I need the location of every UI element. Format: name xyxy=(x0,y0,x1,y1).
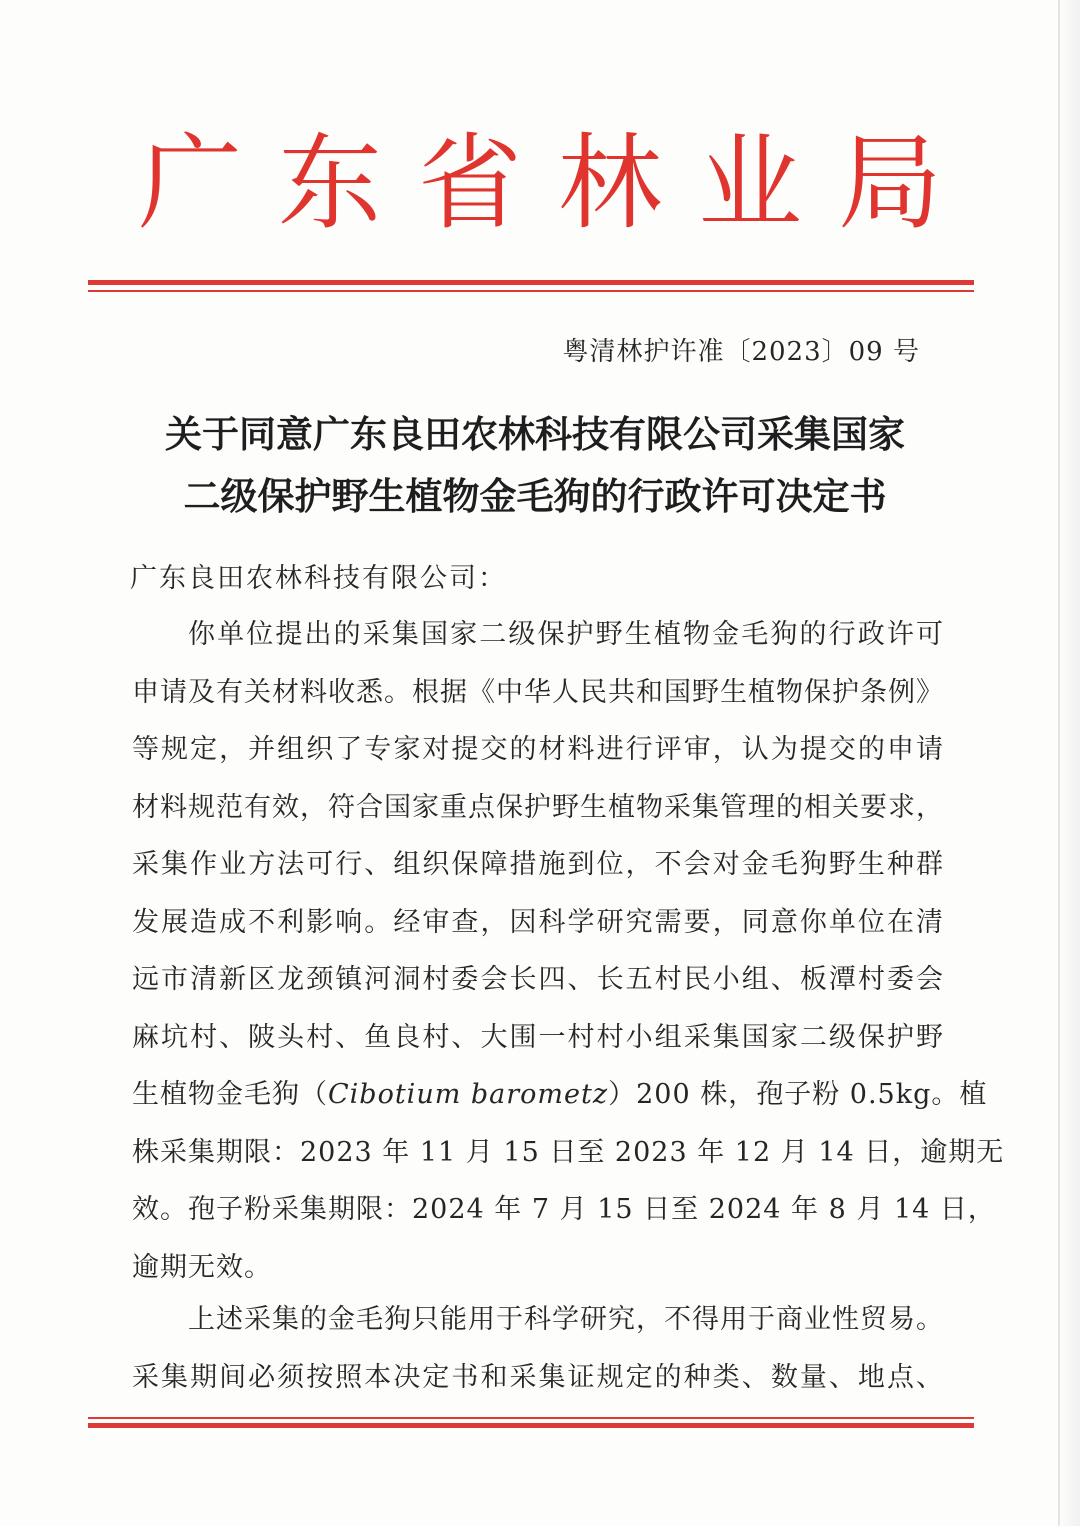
agency-char: 业 xyxy=(697,122,802,244)
text-line: 你单位提出的采集国家二级保护野生植物金毛狗的行政许可 xyxy=(188,619,944,650)
species-latin-name: Cibotium barometz xyxy=(328,1079,609,1110)
species-suffix: ）200 株，孢子粉 0.5kg。植 xyxy=(608,1079,988,1110)
text-line: 发展造成不利影响。经审查，因科学研究需要，同意你单位在清 xyxy=(132,906,944,938)
text-line: 采集期间必须按照本决定书和采集证规定的种类、数量、地点、 xyxy=(132,1361,944,1393)
document-title xyxy=(120,404,950,528)
agency-char: 省 xyxy=(417,122,522,244)
agency-char: 林 xyxy=(557,122,662,244)
paragraph-decision xyxy=(132,606,1005,1296)
title-line: 关于同意广东良田农林科技有限公司采集国家 xyxy=(165,413,905,456)
species-prefix: 生植物金毛狗（ xyxy=(132,1079,328,1110)
page-edge-line xyxy=(1058,0,1060,1526)
footer-rule-thin xyxy=(88,1417,974,1419)
page-edge-shadow xyxy=(1058,0,1080,1526)
footer-rule-thick xyxy=(88,1423,974,1428)
addressee: 广东良田农林科技有限公司： xyxy=(130,563,507,594)
text-line: 株采集期限：2023 年 11 月 15 日至 2023 年 12 月 14 日，逾期无 xyxy=(132,1136,1005,1168)
text-line: 采集作业方法可行、组织保障措施到位，不会对金毛狗野生种群 xyxy=(132,849,944,880)
header-rule-thick xyxy=(88,280,974,285)
issuing-agency-header xyxy=(130,118,950,248)
text-line: 等规定，并组织了专家对提交的材料进行评审，认为提交的申请 xyxy=(132,734,944,765)
text-line: 申请及有关材料收悉。根据《中华人民共和国野生植物保护条例》 xyxy=(132,676,944,708)
paragraph-restrictions xyxy=(132,1291,944,1406)
text-line: 远市清新区龙颈镇河洞村委会长四、长五村民小组、板潭村委会 xyxy=(132,964,944,995)
document-number: 粤清林护许准〔2023〕09 号 xyxy=(562,337,920,367)
text-line: 效。孢子粉采集期限：2024 年 7 月 15 日至 2024 年 8 月 14 日， xyxy=(132,1194,996,1225)
title-line: 二级保护野生植物金毛狗的行政许可决定书 xyxy=(183,475,887,518)
text-line: 材料规范有效，符合国家重点保护野生植物采集管理的相关要求， xyxy=(132,791,944,823)
header-rule-thin xyxy=(88,290,974,292)
text-line: 麻坑村、陂头村、鱼良村、大围一村村小组采集国家二级保护野 xyxy=(132,1021,944,1053)
text-line-species xyxy=(132,1066,988,1124)
agency-char: 东 xyxy=(277,122,382,244)
text-line: 逾期无效。 xyxy=(132,1251,272,1283)
agency-char: 广 xyxy=(137,122,242,244)
agency-char: 局 xyxy=(837,122,942,244)
text-line: 上述采集的金毛狗只能用于科学研究，不得用于商业性贸易。 xyxy=(188,1304,944,1335)
